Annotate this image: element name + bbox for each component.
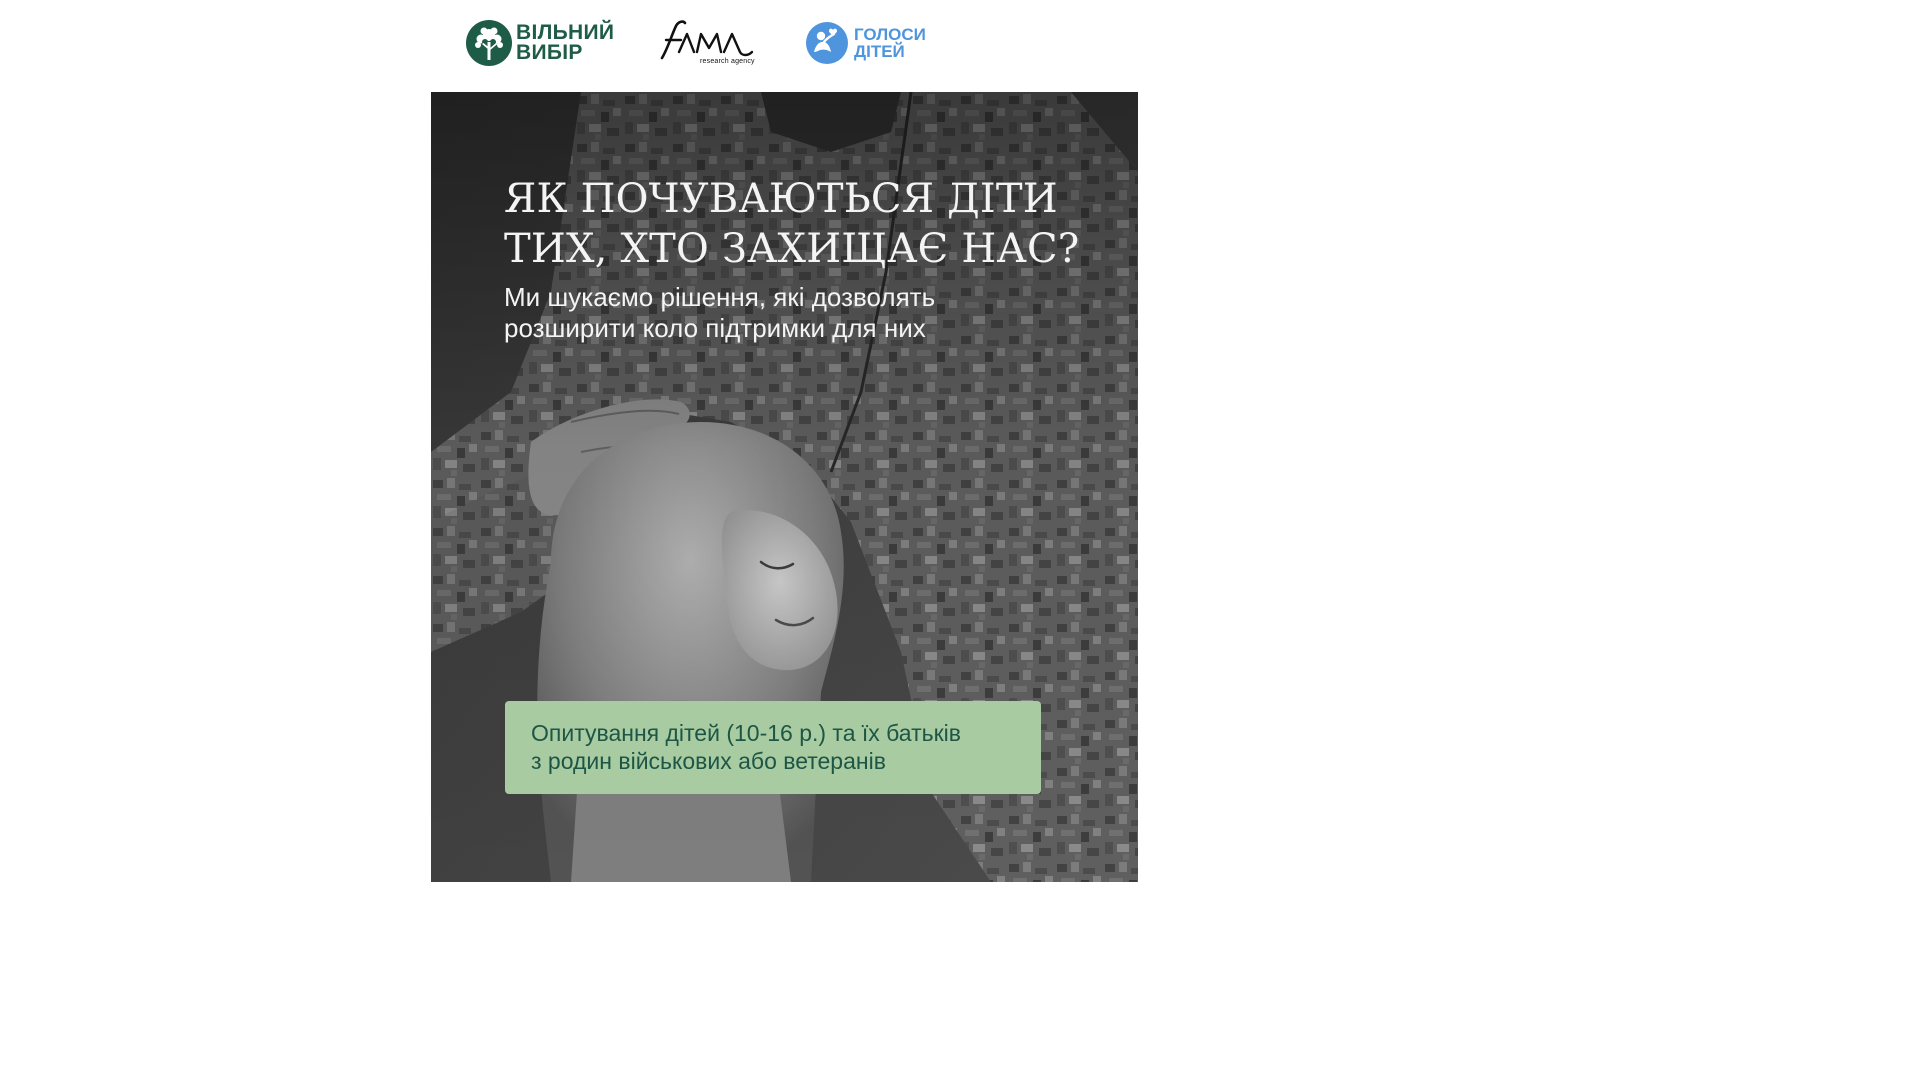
partner-logos xyxy=(462,16,942,72)
headline-line1: ЯК ПОЧУВАЮТЬСЯ ДІТИ xyxy=(504,176,1058,222)
fama-tagline: research agency xyxy=(700,58,755,65)
vilnyi-vybir-line2: ВИБІР xyxy=(516,41,583,64)
survey-callout xyxy=(505,701,1041,794)
campaign-banner xyxy=(431,92,1138,882)
survey-line1: Опитування дітей (10-16 р.) та їх батьків xyxy=(531,720,962,746)
subtitle-line2: розширити коло підтримки для них xyxy=(504,313,926,343)
survey-line2: з родин військових або ветеранів xyxy=(531,748,886,774)
tree-icon xyxy=(466,20,512,66)
headline-line2: ТИХ, ХТО ЗАХИЩАЄ НАС? xyxy=(504,226,1080,272)
subtitle-line1: Ми шукаємо рішення, які дозволять xyxy=(504,282,936,312)
fama-logo xyxy=(654,18,762,68)
fama-wordmark xyxy=(654,18,762,62)
banner-subtitle xyxy=(504,282,935,344)
child-voice-icon xyxy=(806,22,848,64)
golosy-ditei-logo xyxy=(806,22,926,64)
golosy-ditei-line2: ДІТЕЙ xyxy=(854,42,905,61)
golosy-ditei-line1: ГОЛОСИ xyxy=(854,25,926,44)
vilnyi-vybir-logo xyxy=(466,20,614,66)
banner-headline xyxy=(504,174,1079,274)
vilnyi-vybir-line1: ВІЛЬНИЙ xyxy=(516,21,615,44)
